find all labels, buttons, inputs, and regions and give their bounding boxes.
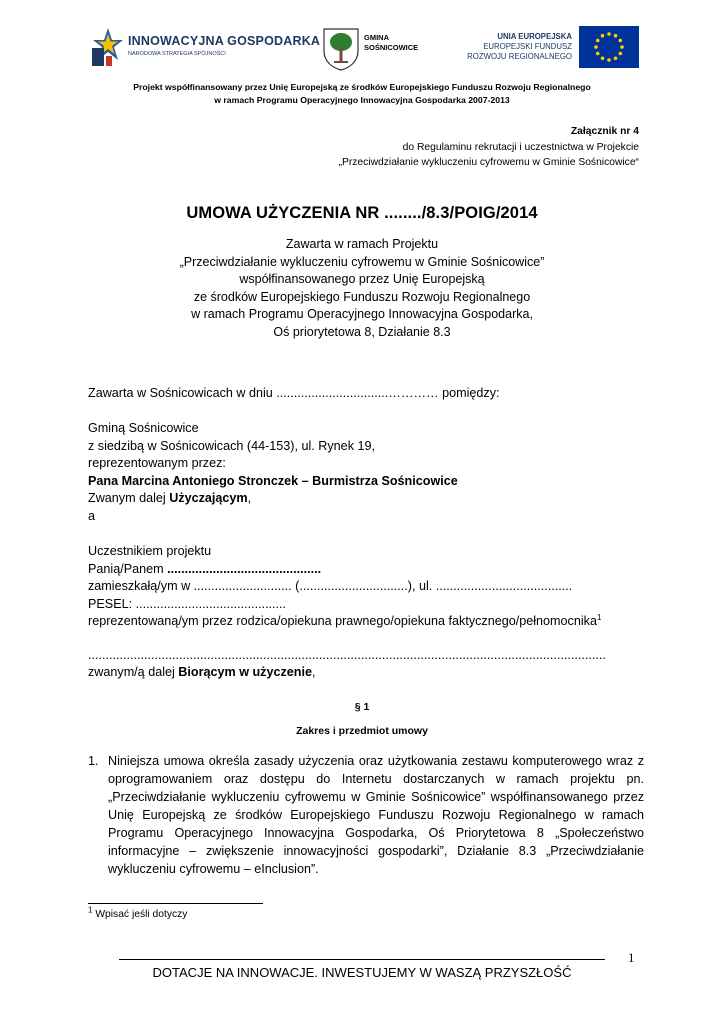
section1-item bbox=[88, 752, 644, 878]
conjunction-and: a bbox=[88, 508, 96, 523]
ig-star-logo-icon bbox=[92, 26, 124, 66]
section1-heading: Zakres i przedmiot umowy bbox=[296, 725, 428, 737]
gmina-crest-icon bbox=[322, 27, 360, 71]
gmina-line1: GMINA bbox=[364, 33, 389, 42]
footnote-text: Wpisać jeśli dotyczy bbox=[95, 909, 188, 920]
gmina-logo-text bbox=[364, 33, 418, 53]
place-date-line: Zawarta w Sośnicowicach w dniu ................................………… pomiędzy: bbox=[88, 386, 500, 400]
party2-label: Uczestnikiem projektu bbox=[88, 544, 212, 558]
page-number: 1 bbox=[628, 950, 635, 965]
section1-number: § 1 bbox=[354, 701, 370, 713]
footnote bbox=[88, 905, 188, 920]
party1-role: Użyczającym bbox=[169, 491, 248, 506]
party2-role: Biorącym w użyczenie bbox=[178, 665, 312, 679]
party2-represented: reprezentowaną/ym przez rodzica/opiekuna prawnego/opiekuna faktycznego/pełnomocnika$^1$ bbox=[88, 613, 602, 629]
subtitle-line: ze środków Europejskiego Funduszu Rozwoju Regionalnego bbox=[193, 289, 531, 304]
footnote-ref: 1 bbox=[596, 613, 602, 623]
party2-name-line: Panią/Panem ............................................ bbox=[88, 561, 322, 576]
annex-reference bbox=[339, 124, 639, 171]
cofunding-notice bbox=[0, 81, 724, 106]
document-title: UMOWA UŻYCZENIA NR ......../8.3/POIG/2014 bbox=[186, 204, 538, 222]
footnote-number: 1 bbox=[88, 905, 93, 915]
party1-name: Gminą Sośnicowice bbox=[88, 421, 199, 435]
document-subtitle bbox=[0, 236, 724, 341]
eu-line1: UNIA EUROPEJSKA bbox=[497, 32, 572, 41]
subtitle-line: współfinansowanego przez Unię Europejską bbox=[239, 272, 485, 286]
gmina-line2: SOŚNICOWICE bbox=[364, 43, 419, 52]
subtitle-line: w ramach Programu Operacyjnego Innowacyjna Gospodarka, bbox=[191, 307, 533, 321]
item-number: 1. bbox=[88, 754, 99, 768]
subtitle-line: „Przeciwdziałanie wykluczeniu cyfrowemu w Gminie Sośnicowice” bbox=[179, 254, 545, 269]
eu-logo-text bbox=[454, 32, 572, 62]
eu-line3: ROZWOJU REGIONALNEGO bbox=[467, 52, 572, 61]
party2-pesel: PESEL: ........................................... bbox=[88, 596, 287, 611]
footer-slogan: DOTACJE NA INNOWACJE. INWESTUJEMY W WASZĄ PRZYSZŁOŚĆ bbox=[152, 965, 572, 980]
party1-block bbox=[88, 420, 648, 526]
party1-representative: Pana Marcina Antoniego Stronczek – Burmistrza Sośnicowice bbox=[88, 473, 458, 488]
party1-represented: reprezentowanym przez: bbox=[88, 456, 226, 471]
party1-called: Zwanym dalej Użyczającym, bbox=[88, 491, 252, 506]
subtitle-line: Oś priorytetowa 8, Działanie 8.3 bbox=[273, 324, 451, 339]
footnote-divider bbox=[88, 903, 263, 904]
annex-line2: do Regulaminu rekrutacji i uczestnictwa w Projekcie bbox=[402, 141, 639, 153]
ig-logo-subtitle: NARODOWA STRATEGIA SPÓJNOŚCI bbox=[128, 51, 226, 57]
party2-address: zamieszkałą/ym w ............................ (...............................), ul. ....................................... bbox=[88, 579, 573, 594]
innowacyjna-gospodarka-logo bbox=[92, 26, 321, 66]
footer-divider bbox=[119, 959, 605, 960]
annex-number: Załącznik nr 4 bbox=[570, 126, 639, 137]
annex-line3: „Przeciwdziałanie wykluczeniu cyfrowemu w Gminie Sośnicowice“ bbox=[338, 157, 639, 168]
subtitle-line: Zawarta w ramach Projektu bbox=[285, 237, 439, 251]
cofunding-line1: Projekt współfinansowany przez Unię Europejską ze środków Europejskiego Funduszu Rozwoju Regionalnego bbox=[133, 82, 591, 92]
ig-logo-title: INNOWACYJNA GOSPODARKA bbox=[128, 34, 321, 48]
party2-called: zwanym/ą dalej Biorącym w użyczenie, bbox=[88, 665, 316, 679]
party2-name-dots: ............................................ bbox=[167, 561, 322, 576]
eu-line2: EUROPEJSKI FUNDUSZ bbox=[483, 42, 572, 51]
cofunding-line2: w ramach Programu Operacyjnego Innowacyjna Gospodarka 2007-2013 bbox=[214, 94, 510, 105]
party2-dots-line: .................................................................................................................................................... bbox=[88, 648, 606, 662]
party2-block bbox=[88, 543, 648, 631]
item-text: Niniejsza umowa określa zasady użyczenia oraz użytkowania zestawu komputerowego wraz z oprogramowaniem oraz dostępu do Internetu dostarczanych w ramach projektu pn. „Przeciwdziałanie wykluczeniu cyfrowemu w Gminie Sośnicowice” współfinansowanego przez Unię Europejską ze środków Europejskiego Funduszu Rozwoju Regionalnego w ramach Programu Operacyjnego Innowacyjna Gospodarka, Oś Priorytetowa 8 „Społeczeństwo informacyjne – zwiększenie innowacyjności gospodarki”, Działanie 8.3 „Przeciwdziałanie wykluczeniu cyfrowemu – eInclusion”. bbox=[108, 754, 644, 876]
eu-flag-icon bbox=[579, 26, 639, 68]
party1-address: z siedzibą w Sośnicowicach (44-153), ul. Rynek 19, bbox=[88, 438, 375, 453]
